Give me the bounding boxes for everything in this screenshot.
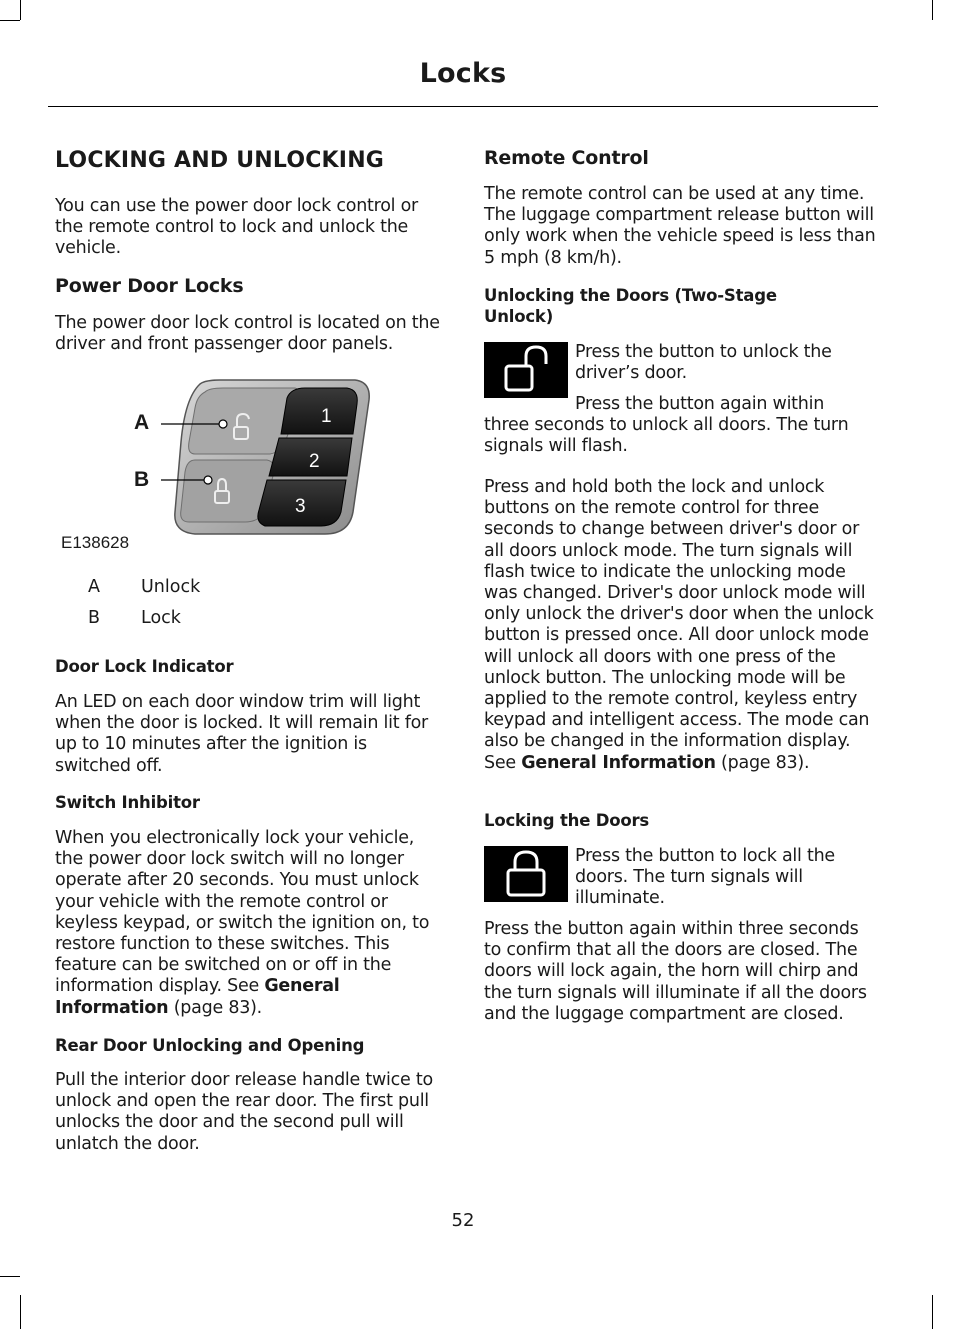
page-reference: (page 83).: [173, 997, 262, 1018]
remote-control-heading: Remote Control: [484, 147, 649, 169]
lock-confirm-paragraph: Press the button again within three seconds to confirm that all the doors are closed. The doors will lock again, the horn will chirp and the turn signals will illuminate if all the doors and the luggage compartment are closed.: [484, 919, 867, 1024]
lock-step-one: Press the button to lock all the doors. The turn signals will illuminate.: [575, 846, 835, 909]
header-divider: [48, 106, 878, 107]
locking-doors-heading: Locking the Doors: [484, 811, 650, 830]
switch-inhibitor-heading: Switch Inhibitor: [55, 793, 200, 812]
memory-button-3-label: 3: [295, 496, 306, 517]
door-lock-indicator-heading: Door Lock Indicator: [55, 657, 234, 676]
intro-paragraph: You can use the power door lock control or the remote control to lock and unlock the vehicle.: [55, 196, 418, 259]
crop-mark: [20, 0, 21, 20]
door-lock-switch-figure: [55, 372, 445, 562]
unlock-icon: [484, 342, 568, 398]
unlock-step-one: Press the button to unlock the driver’s door.: [575, 342, 832, 384]
legend-key: B: [88, 608, 101, 628]
crop-mark: [0, 20, 20, 21]
legend-value: Unlock: [141, 577, 201, 597]
rear-door-heading: Rear Door Unlocking and Opening: [55, 1036, 365, 1055]
page-reference: (page 83).: [721, 752, 810, 773]
power-door-locks-paragraph: The power door lock control is located on the driver and front passenger door panels.: [55, 313, 440, 355]
crop-mark: [0, 1276, 20, 1277]
unlock-mode-text: Press and hold both the lock and unlock buttons on the remote control for three seconds to change between driver's door or all doors unlock mode. The turn signals will flash twice to indicate the unlocking mode was changed. Driver's door unlock mode will only unlock the driver's door when the unlock button is pressed once. All door unlock mode will unlock all doors with one press of the unlock button. The unlocking mode will be applied to the remote control, keyless entry keypad and intelligent access. The mode can also be changed in the information display. See: [484, 477, 874, 773]
lock-icon: [484, 846, 568, 902]
memory-button-1-label: 1: [321, 406, 332, 427]
unlock-mode-paragraph: [484, 477, 876, 774]
figure-label-b: B: [134, 468, 150, 491]
crop-mark: [932, 0, 933, 20]
general-information-reference[interactable]: General Information: [521, 752, 716, 773]
crop-mark: [20, 1295, 21, 1329]
legend-key: A: [88, 577, 100, 597]
figure-id: E138628: [61, 533, 130, 552]
memory-button-2-label: 2: [309, 451, 320, 472]
switch-inhibitor-text: When you electronically lock your vehicle, the power door lock switch will no longer operate after 20 seconds. You must unlock your vehicle with the remote control or keyless keypad, or switch the ignition on, to restore function to these switches. This feature can be switched on or off in the information display. See: [55, 828, 430, 997]
section-heading: LOCKING AND UNLOCKING: [55, 148, 385, 173]
page-title: Locks: [419, 58, 507, 89]
unlocking-doors-heading: Unlocking the Doors (Two-Stage Unlock): [484, 286, 777, 326]
unlock-step-two-first-line: Press the button again within: [575, 394, 825, 414]
remote-control-paragraph: The remote control can be used at any time. The luggage compartment release button will only work when the vehicle speed is less than 5 mph (8 km/h).: [484, 184, 876, 268]
page-number: 52: [451, 1210, 475, 1231]
figure-label-a: A: [134, 411, 150, 434]
unlock-step-two-continuation: three seconds to unlock all doors. The turn signals will flash.: [484, 415, 849, 457]
door-lock-indicator-paragraph: An LED on each door window trim will light when the door is locked. It will remain lit for up to 10 minutes after the ignition is switched off.: [55, 692, 429, 776]
rear-door-paragraph: Pull the interior door release handle twice to unlock and open the rear door. The first pull unlocks the door and the second pull will unlatch the door.: [55, 1070, 433, 1154]
switch-inhibitor-paragraph: [55, 828, 447, 1019]
crop-mark: [932, 1295, 933, 1329]
legend-value: Lock: [141, 608, 181, 628]
power-door-locks-heading: Power Door Locks: [55, 275, 244, 297]
general-information-reference[interactable]: General Information: [55, 976, 340, 1018]
